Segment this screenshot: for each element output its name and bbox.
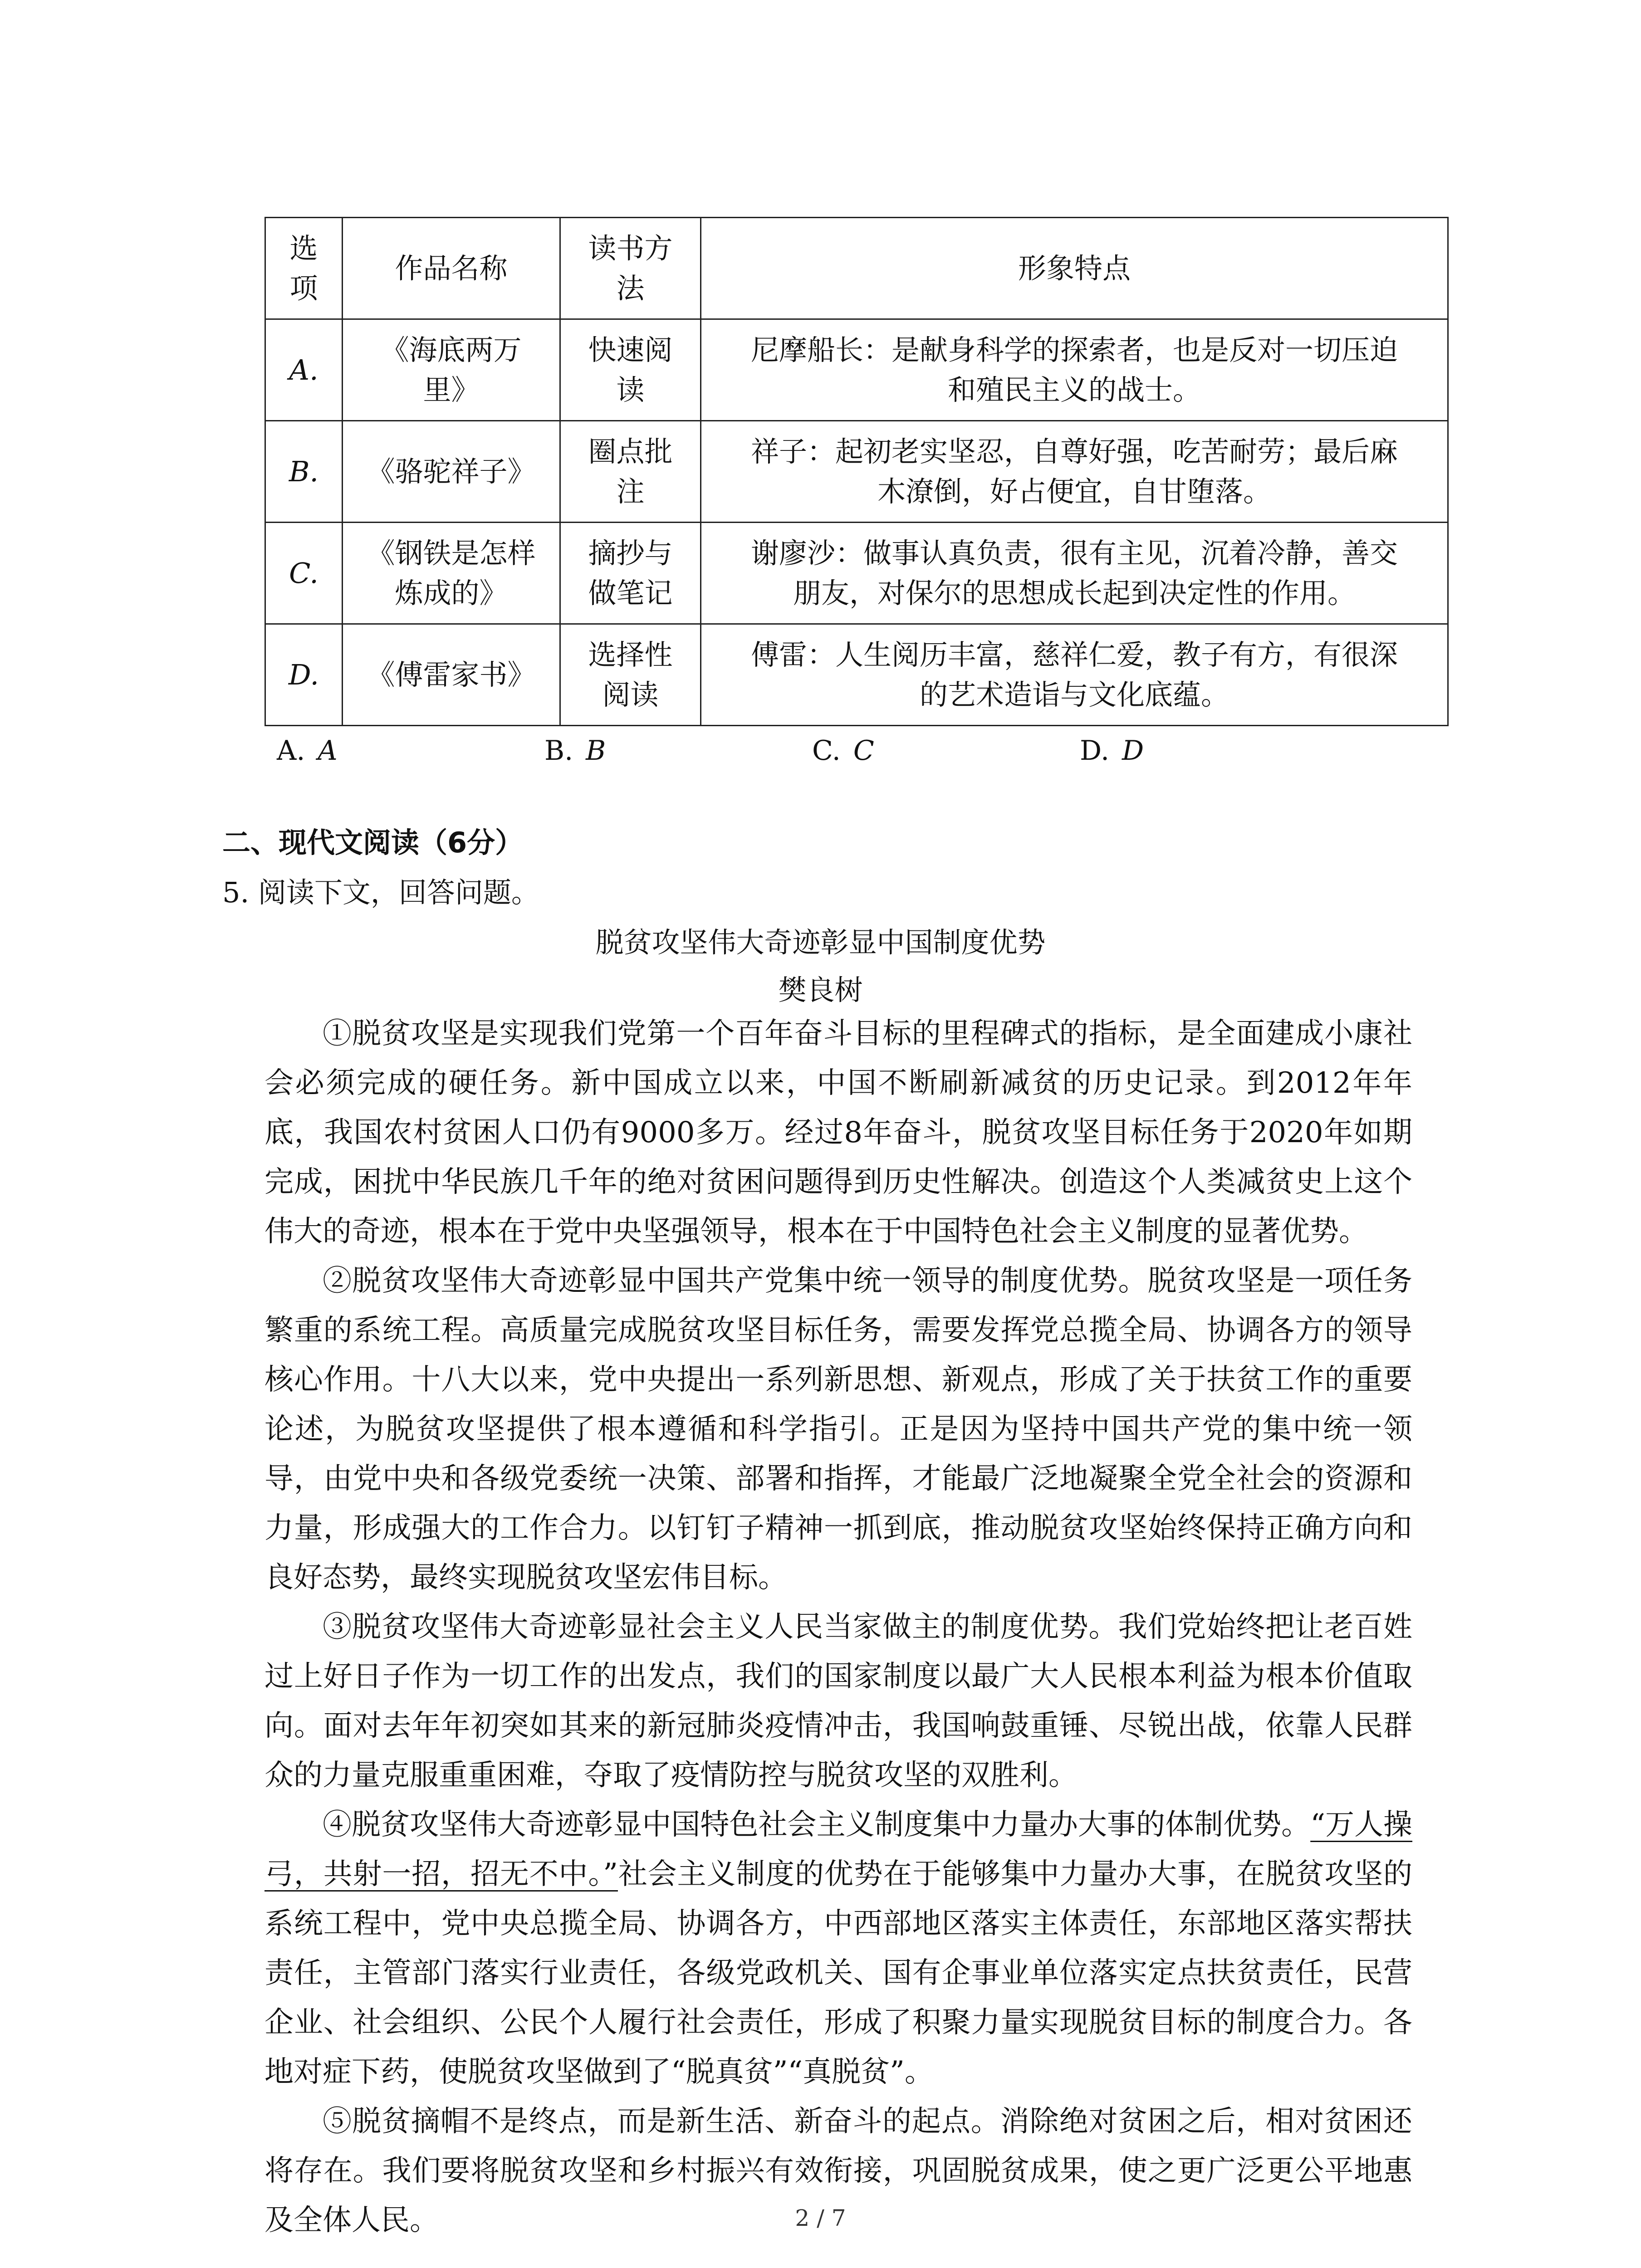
paragraph-4-lead: ④脱贫攻坚伟大奇迹彰显中国特色社会主义制度集中力量办大事的体制优势。 <box>323 1808 1311 1842</box>
row-description: 谢廖沙：做事认真负责，很有主见，沉着冷静，善交 朋友，对保尔的思想成长起到决定性的作用。 <box>701 523 1448 624</box>
paragraph-4 <box>265 1800 1412 2097</box>
row-option: C. <box>265 523 343 624</box>
header-title: 作品名称 <box>343 218 560 319</box>
choice-value: C <box>853 735 874 767</box>
table-row <box>265 523 1448 624</box>
choice-value: A <box>318 735 338 767</box>
header-description: 形象特点 <box>701 218 1448 319</box>
row-option: B. <box>265 421 343 523</box>
header-option: 选 项 <box>265 218 343 319</box>
row-description: 尼摩船长：是献身科学的探索者，也是反对一切压迫 和殖民主义的战士。 <box>701 319 1448 421</box>
row-option: D. <box>265 624 343 726</box>
choice-d[interactable] <box>1080 730 1144 771</box>
choice-a[interactable] <box>277 730 338 771</box>
header-method: 读书方 法 <box>560 218 701 319</box>
page-number: 2 / 7 <box>795 2205 846 2231</box>
paragraph-2: ②脱贫攻坚伟大奇迹彰显中国共产党集中统一领导的制度优势。脱贫攻坚是一项任务繁重的系统工程。高质量完成脱贫攻坚目标任务，需要发挥党总揽全局、协调各方的领导核心作用。十八大以来，党中央提出一系列新思想、新观点，形成了关于扶贫工作的重要论述，为脱贫攻坚提供了根本遵循和科学指引。正是因为坚持中国共产党的集中统一领导，由党中央和各级党委统一决策、部署和指挥，才能最广泛地凝聚全党全社会的资源和力量，形成强大的工作合力。以钉钉子精神一抓到底，推动脱贫攻坚始终保持正确方向和良好态势，最终实现脱贫攻坚宏伟目标。 <box>265 1264 1412 1594</box>
paragraph-3: ③脱贫攻坚伟大奇迹彰显社会主义人民当家做主的制度优势。我们党始终把让老百姓过上好日子作为一切工作的出发点，我们的国家制度以最广大人民根本利益为根本价值取向。面对去年年初突如其来的新冠肺炎疫情冲击，我国响鼓重锤、尽锐出战，依靠人民群众的力量克服重重困难，夺取了疫情防控与脱贫攻坚的双胜利。 <box>265 1610 1412 1792</box>
table-row <box>265 624 1448 726</box>
article-author: 樊良树 <box>778 973 863 1007</box>
question-prompt: 5. 阅读下文，回答问题。 <box>222 876 539 909</box>
row-method: 快速阅 读 <box>560 319 701 421</box>
table-row <box>265 319 1448 421</box>
reading-methods-table <box>265 217 1449 726</box>
table-header-row <box>265 218 1448 319</box>
row-method: 选择性 阅读 <box>560 624 701 726</box>
choice-b[interactable] <box>544 730 606 771</box>
choice-label: C. <box>812 735 841 767</box>
reading-table-container <box>265 217 1447 726</box>
section-heading: 二、现代文阅读（6分） <box>222 826 524 859</box>
row-description: 傅雷：人生阅历丰富，慈祥仁爱，教子有方，有很深 的艺术造诣与文化底蕴。 <box>701 624 1448 726</box>
choice-label: B. <box>544 735 573 767</box>
article-title: 脱贫攻坚伟大奇迹彰显中国制度优势 <box>595 926 1046 959</box>
choice-value: D <box>1122 735 1144 767</box>
row-title: 《骆驼祥子》 <box>343 421 560 523</box>
answer-choices <box>277 730 1456 771</box>
choice-c[interactable] <box>812 730 874 771</box>
choice-label: A. <box>277 735 305 767</box>
paragraph-4-rest: 社会主义制度的优势在于能够集中力量办大事，在脱贫攻坚的系统工程中，党中央总揽全局、协调各方，中西部地区落实主体责任，东部地区落实帮扶责任，主管部门落实行业责任，各级党政机关、国有企事业单位落实定点扶贫责任，民营企业、社会组织、公民个人履行社会责任，形成了积聚力量实现脱贫目标的制度合力。各地对症下药，使脱贫攻坚做到了“脱真贫”“真脱贫”。 <box>265 1857 1413 2089</box>
choice-value: B <box>586 735 606 767</box>
row-title: 《海底两万 里》 <box>343 319 560 421</box>
article-body <box>265 1009 1412 2245</box>
paragraph-1: ①脱贫攻坚是实现我们党第一个百年奋斗目标的里程碑式的指标，是全面建成小康社会必须完成的硬任务。新中国成立以来，中国不断刷新减贫的历史记录。到2012年年底，我国农村贫困人口仍有9000多万。经过8年奋斗，脱贫攻坚目标任务于2020年如期完成，困扰中华民族几千年的绝对贫困问题得到历史性解决。创造这个人类减贫史上这个伟大的奇迹，根本在于党中央坚强领导，根本在于中国特色社会主义制度的显著优势。 <box>265 1017 1412 1248</box>
row-method: 摘抄与 做笔记 <box>560 523 701 624</box>
row-description: 祥子：起初老实坚忍，自尊好强，吃苦耐劳；最后麻 木潦倒，好占便宜，自甘堕落。 <box>701 421 1448 523</box>
row-option: A. <box>265 319 343 421</box>
row-title: 《傅雷家书》 <box>343 624 560 726</box>
row-title: 《钢铁是怎样 炼成的》 <box>343 523 560 624</box>
paragraph-5: ⑤脱贫摘帽不是终点，而是新生活、新奋斗的起点。消除绝对贫困之后，相对贫困还将存在。我们要将脱贫攻坚和乡村振兴有效衔接，巩固脱贫成果，使之更广泛更公平地惠及全体人民。 <box>265 2105 1412 2237</box>
row-method: 圈点批 注 <box>560 421 701 523</box>
table-row <box>265 421 1448 523</box>
underlined-quote: “万人操弓，共射一招，招无不中。” <box>265 1808 1413 1891</box>
choice-label: D. <box>1080 735 1110 767</box>
